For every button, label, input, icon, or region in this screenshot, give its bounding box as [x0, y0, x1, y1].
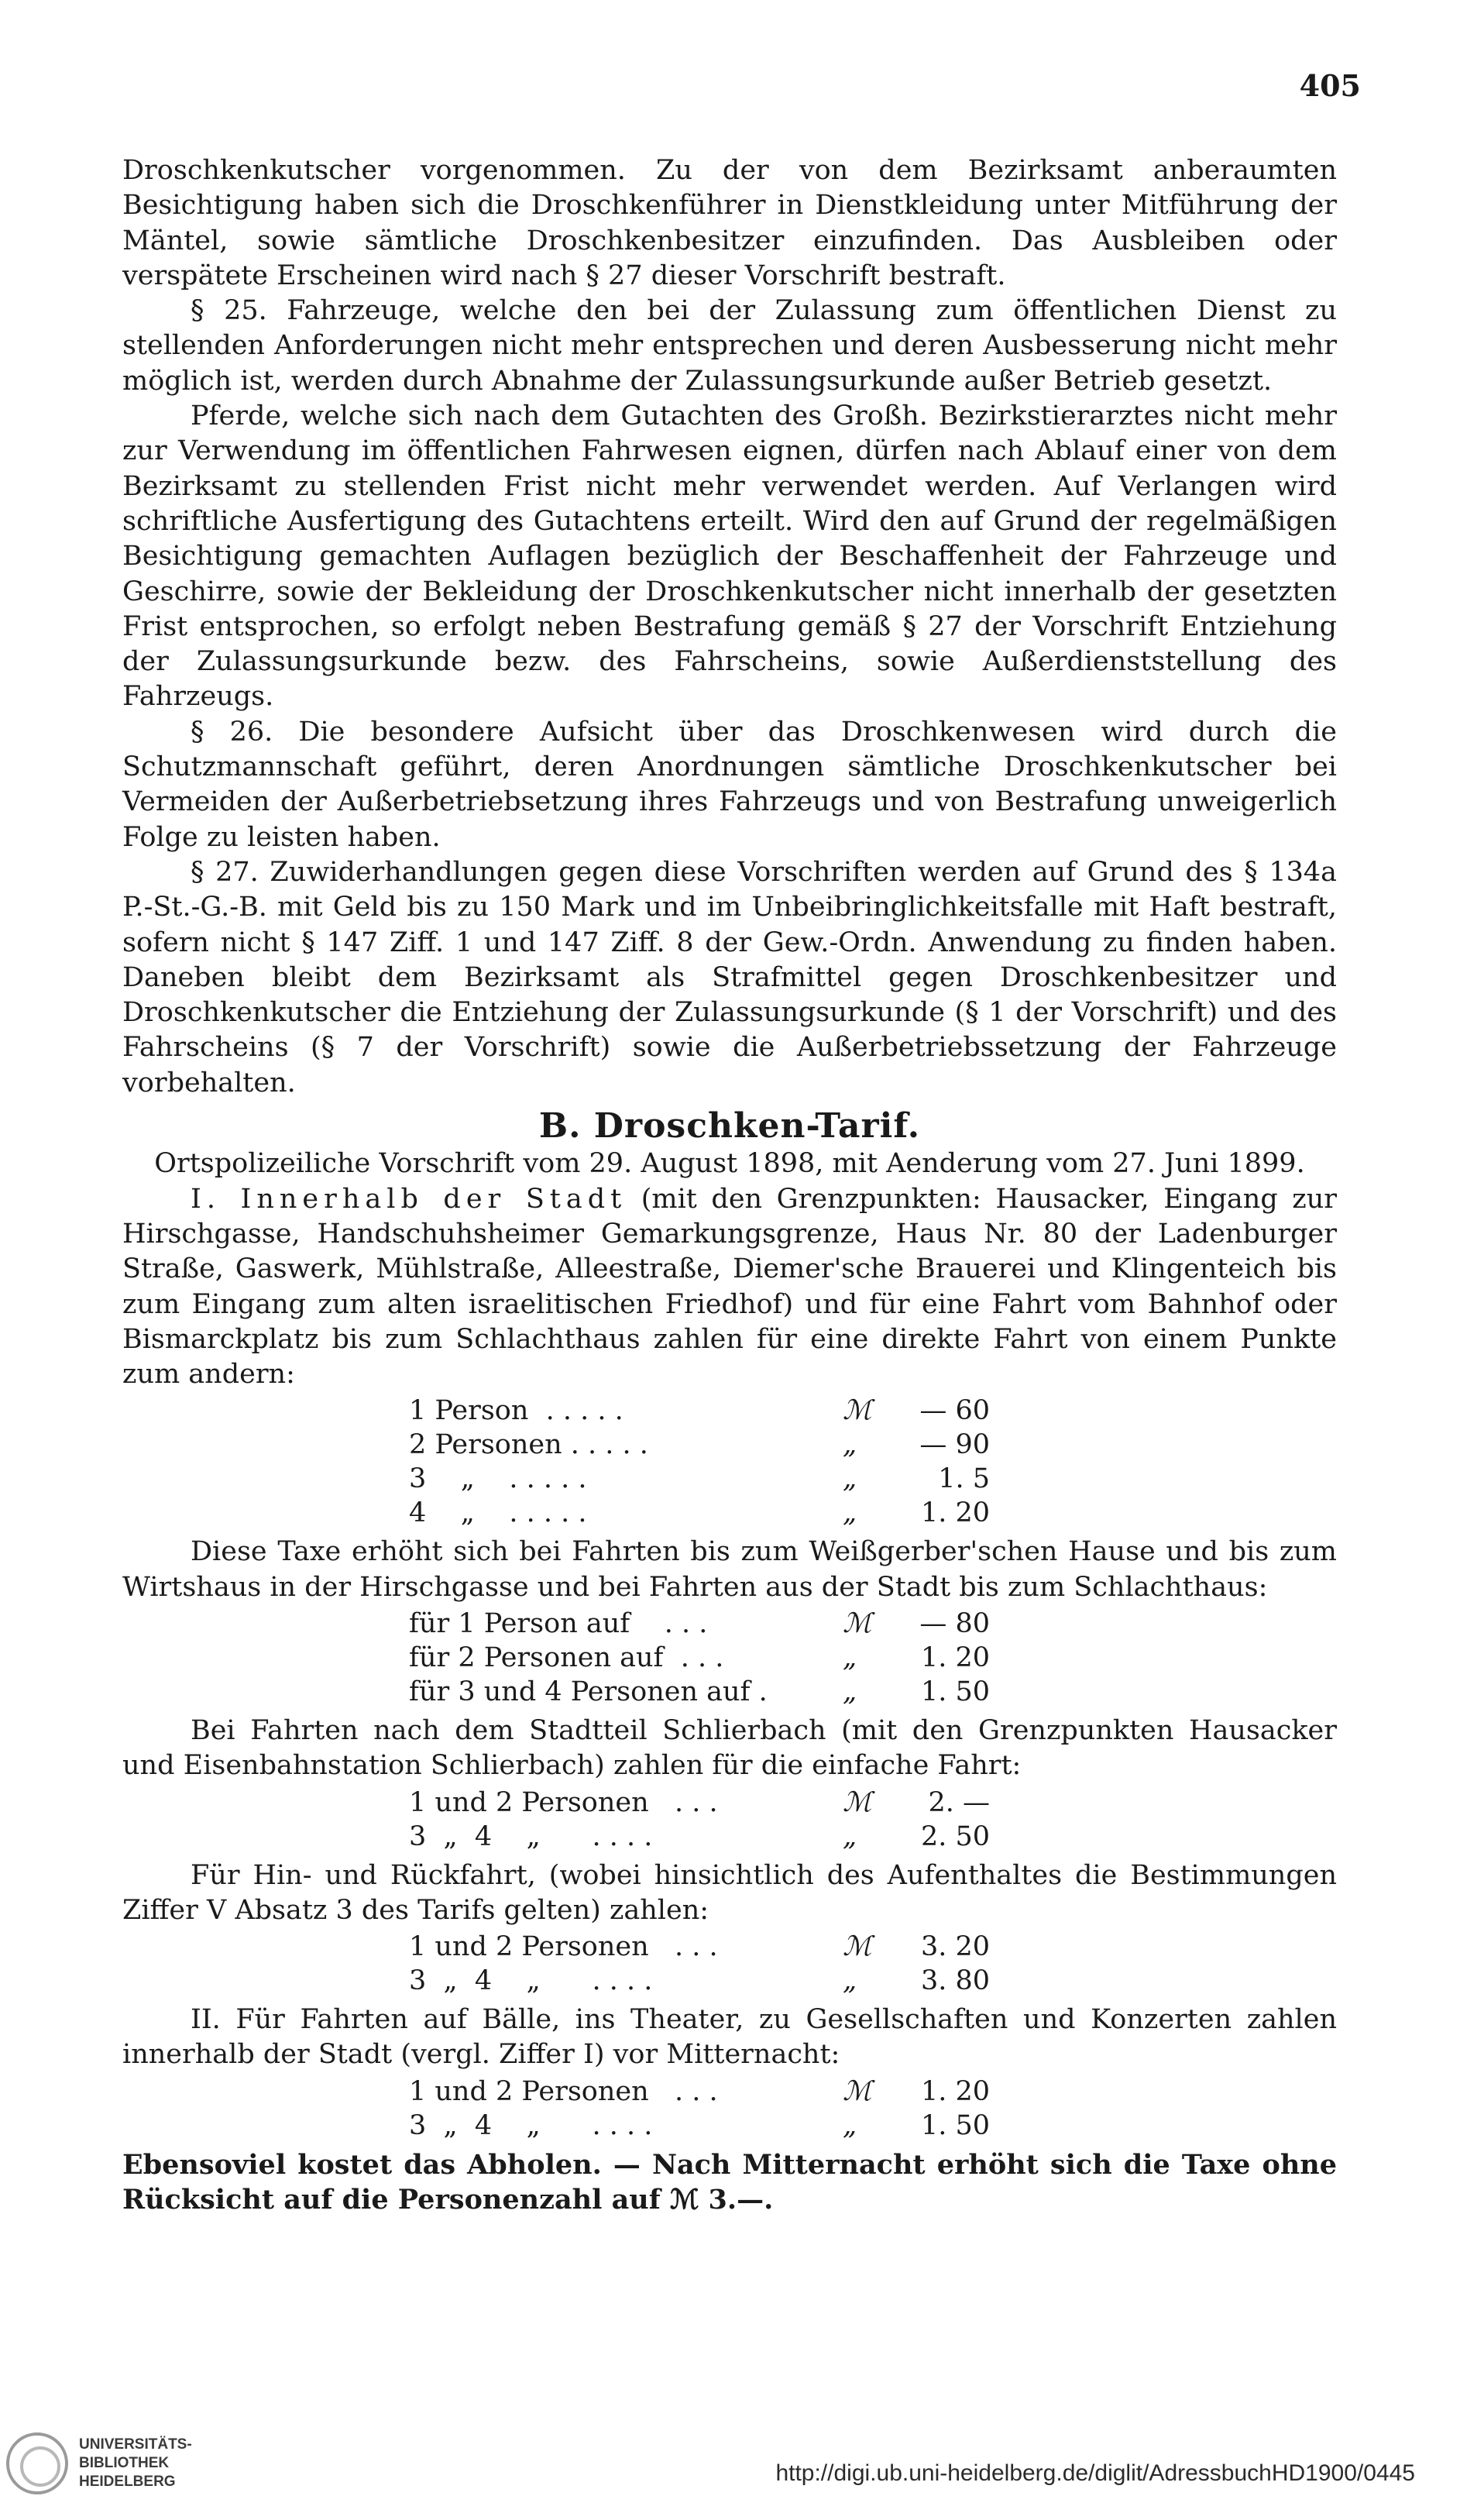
tariff-label: 1 und 2 Personen . . .: [409, 2075, 718, 2107]
tariff-text-schlierbach: Bei Fahrten nach dem Stadtteil Schlierbach (mit den Grenzpunkten Hausacker und Eisenbahnstation Schlierbach) zahlen für die einfache Fahrt:: [122, 1714, 1337, 1782]
tariff-amount: 1. 20: [920, 1642, 990, 1673]
tariff-currency: „: [843, 1463, 857, 1495]
tariff-label: 4 „ . . . . .: [409, 1497, 587, 1529]
tariff-amount: 1. 20: [920, 2075, 990, 2107]
tariff-final-note: Ebensoviel kostet das Abholen. — Nach Mitternacht erhöht sich die Taxe ohne Rücksicht auf die Personenzahl auf ℳ 3.—.: [122, 2148, 1337, 2216]
tariff-label: für 3 und 4 Personen auf .: [409, 1676, 768, 1707]
page-body: [122, 153, 1337, 2217]
tariff-table-events: [409, 2075, 1337, 2143]
tariff-row: [409, 2109, 1337, 2143]
tariff-row: [409, 2075, 1337, 2109]
paragraph-25-b: Pferde, welche sich nach dem Gutachten des Großh. Bezirkstierarztes nicht mehr zur Verwendung im öffentlichen Fahrwesen eignen, dürfen nach Ablauf einer von dem Bezirksamt zu stellenden Frist nicht mehr verwendet werden. Auf Verlangen wird schriftliche Ausfertigung des Gutachtens erteilt. Wird den auf Grund der regelmäßigen Besichtigung gemachten Auflagen bezüglich der Beschaffenheit der Fahrzeuge und Geschirre, sowie der Bekleidung der Droschkenkutscher nicht innerhalb der gesetzten Frist entsprochen, so erfolgt neben Bestrafung gemäß § 27 der Vorschrift Entziehung der Zulassungsurkunde bezw. des Fahrscheins, sowie Außerdienststellung des Fahrzeugs.: [122, 401, 1337, 713]
tariff-currency: „: [843, 1820, 857, 1852]
tariff-row: [409, 1394, 1337, 1428]
tariff-table-schlierbach: [409, 1786, 1337, 1854]
tariff-amount: 2. 50: [920, 1820, 990, 1852]
tariff-label: 3 „ 4 „ . . . .: [409, 1965, 653, 1997]
tariff-label: 3 „ 4 „ . . . .: [409, 1820, 653, 1852]
logo-line: UNIVERSITÄTS-: [79, 2436, 192, 2453]
tariff-amount: 3. 20: [920, 1931, 990, 1963]
tariff-table-surcharge: [409, 1607, 1337, 1709]
section-b-heading: B. Droschken-Tarif.: [538, 1106, 921, 1147]
tariff-row: [409, 1786, 1337, 1820]
tariff-row: [409, 1607, 1337, 1641]
tariff-section-i: [122, 1182, 1337, 1393]
logo-line: HEIDELBERG: [79, 2474, 176, 2490]
section-b-subtitle: Ortspolizeiliche Vorschrift vom 29. August 1898, mit Aenderung vom 27. Juni 1899.: [154, 1148, 1305, 1180]
tariff-amount: 3. 80: [920, 1965, 990, 1997]
tariff-row: [409, 1641, 1337, 1675]
logo-line: BIBLIOTHEK: [79, 2455, 170, 2471]
tariff-amount: — 90: [919, 1429, 990, 1461]
tariff-amount: 2. —: [928, 1786, 990, 1818]
tariff-label: für 2 Personen auf . . .: [409, 1642, 724, 1673]
tariff-currency: ℳ: [843, 2075, 872, 2107]
tariff-currency: ℳ: [843, 1395, 872, 1427]
tariff-amount: — 60: [919, 1395, 990, 1427]
tariff-row: [409, 1428, 1337, 1462]
tariff-amount: 1. 5: [938, 1463, 990, 1495]
tariff-section-ii: II. Für Fahrten auf Bälle, ins Theater, zu Gesellschaften und Konzerten zahlen innerhalb der Stadt (vergl. Ziffer I) vor Mitternacht:: [122, 2004, 1337, 2071]
tariff-currency: „: [843, 1497, 857, 1529]
tariff-currency: ℳ: [843, 1786, 872, 1818]
tariff-label: für 1 Person auf . . .: [409, 1607, 708, 1639]
paragraph-27: § 27. Zuwiderhandlungen gegen diese Vorschriften werden auf Grund des § 134a P.-St.-G.-B. mit Geld bis zu 150 Mark und im Unbeibringlichkeitsfalle mit Haft bestraft, sofern nicht § 147 Ziff. 1 und 147 Ziff. 8 der Gew.-Ordn. Anwendung zu finden haben. Daneben bleibt dem Bezirksamt als Strafmittel gegen Droschkenbesitzer und Droschkenkutscher die Entziehung der Zulassungsurkunde (§ 1 der Vorschrift) und des Fahrscheins (§ 7 der Vorschrift) sowie die Außerbetriebssetzung der Fahrzeuge vorbehalten.: [122, 856, 1337, 1098]
tariff-text-surcharge: Diese Taxe erhöht sich bei Fahrten bis zum Weißgerber'schen Hause und bis zum Wirtshaus in der Hirschgasse und bei Fahrten aus der Stadt bis zum Schlachthaus:: [122, 1536, 1337, 1603]
tariff-section-i-text: (mit den Grenzpunkten: Hausacker, Eingang zur Hirschgasse, Handschuhsheimer Gemarkungsgrenze, Haus Nr. 80 der Ladenburger Straße, Gaswerk, Mühlstraße, Alleestraße, Diemer'sche Brauerei und Klingenteich bis zum Eingang zum alten israelitischen Friedhof) und für eine Fahrt vom Bahnhof oder Bismarckplatz bis zum Schlachthaus zahlen für eine direkte Fahrt von einem Punkte zum andern:: [122, 1183, 1337, 1391]
tariff-table-city: [409, 1394, 1337, 1530]
tariff-label: 3 „ . . . . .: [409, 1463, 587, 1495]
paragraph-25-a: § 25. Fahrzeuge, welche den bei der Zulassung zum öffentlichen Dienst zu stellenden Anforderungen nicht mehr entsprechen und deren Ausbesserung nicht mehr möglich ist, werden durch Abnahme der Zulassungsurkunde außer Betrieb gesetzt.: [122, 295, 1337, 397]
library-logo-text: [79, 2436, 192, 2491]
tariff-currency: „: [843, 1642, 857, 1673]
library-logo: [6, 2432, 192, 2494]
tariff-table-round-trip: [409, 1930, 1337, 1998]
paragraph-26: § 26. Die besondere Aufsicht über das Droschkenwesen wird durch die Schutzmannschaft geführt, deren Anordnungen sämtliche Droschkenkutscher bei Vermeiden der Außerbetriebsetzung ihres Fahrzeugs und von Bestrafung unweigerlich Folge zu leisten haben.: [122, 716, 1337, 853]
tariff-currency: „: [843, 1965, 857, 1997]
tariff-label: 1 Person . . . . .: [409, 1395, 624, 1427]
tariff-currency: ℳ: [843, 1931, 872, 1963]
tariff-currency: „: [843, 1429, 857, 1461]
tariff-amount: 1. 50: [920, 1676, 990, 1707]
tariff-row: [409, 1964, 1337, 1998]
tariff-label: 2 Personen . . . . .: [409, 1429, 648, 1461]
tariff-amount: 1. 20: [920, 1497, 990, 1529]
tariff-amount: — 80: [919, 1607, 990, 1639]
tariff-label: 1 und 2 Personen . . .: [409, 1786, 718, 1818]
tariff-row: [409, 1820, 1337, 1854]
tariff-label: 1 und 2 Personen . . .: [409, 1931, 718, 1963]
tariff-section-i-lead: I. Innerhalb der Stadt: [191, 1183, 627, 1215]
tariff-currency: „: [843, 1676, 857, 1707]
tariff-currency: „: [843, 2109, 857, 2141]
library-seal-icon: [6, 2432, 68, 2494]
paragraph-intro: Droschkenkutscher vorgenommen. Zu der von dem Bezirksamt anberaumten Besichtigung haben sich die Droschkenführer in Dienstkleidung unter Mitführung der Mäntel, sowie sämtliche Droschkenbesitzer einzufinden. Das Ausbleiben oder verspätete Erscheinen wird nach § 27 dieser Vorschrift bestraft.: [122, 155, 1337, 291]
tariff-row: [409, 1496, 1337, 1530]
source-url[interactable]: http://digi.ub.uni-heidelberg.de/diglit/AdressbuchHD1900/0445: [775, 2460, 1415, 2486]
tariff-text-round-trip: Für Hin- und Rückfahrt, (wobei hinsichtlich des Aufenthaltes die Bestimmungen Ziffer V Absatz 3 des Tarifs gelten) zahlen:: [122, 1859, 1337, 1926]
tariff-row: [409, 1675, 1337, 1709]
tariff-row: [409, 1930, 1337, 1964]
page-number: 405: [1299, 68, 1361, 103]
tariff-amount: 1. 50: [920, 2109, 990, 2141]
tariff-currency: ℳ: [843, 1607, 872, 1639]
tariff-row: [409, 1462, 1337, 1496]
tariff-label: 3 „ 4 „ . . . .: [409, 2109, 653, 2141]
